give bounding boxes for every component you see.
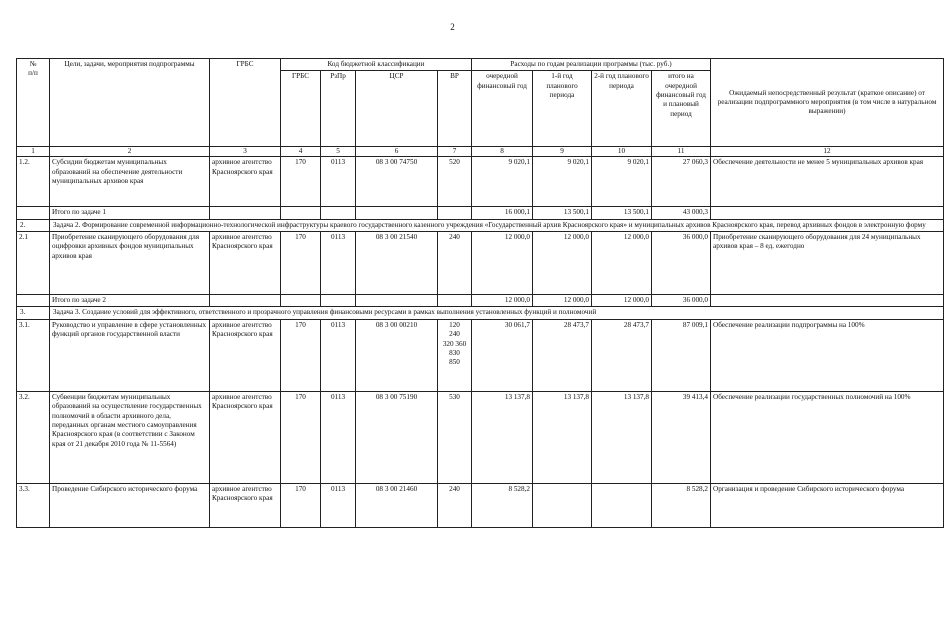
header-sub-grbs: ГРБС: [281, 71, 321, 147]
table-row-2-1: [17, 232, 944, 295]
program-activities-table: [16, 58, 944, 528]
table-header-row: [17, 59, 944, 71]
column-number: 7: [438, 147, 472, 157]
subtotal-label: Итого по задаче 1: [50, 207, 210, 219]
row-y1: 12 000,0: [533, 232, 592, 295]
row-grbs-text: архивное агентство Красноярского края: [210, 319, 281, 391]
row-num: 1.2.: [17, 157, 50, 207]
row-num: 3.3.: [17, 483, 50, 527]
row-y0: 8 528,2: [472, 483, 533, 527]
subtotal-total: 36 000,0: [652, 295, 711, 307]
column-number-row: [17, 147, 944, 157]
row-csr: 08 3 00 21540: [356, 232, 438, 295]
row-grbs: 170: [281, 232, 321, 295]
row-result: Обеспечение деятельности не менее 5 муниципальных архивов края: [711, 157, 944, 207]
row-grbs: 170: [281, 483, 321, 527]
row-result: Организация и проведение Сибирского исторического форума: [711, 483, 944, 527]
header-sub-rzpr: РзПр: [321, 71, 356, 147]
subtotal-row-task-1: [17, 207, 944, 219]
row-total: 8 528,2: [652, 483, 711, 527]
column-number: 11: [652, 147, 711, 157]
subtotal-label: Итого по задаче 2: [50, 295, 210, 307]
row-y2: 12 000,0: [592, 232, 652, 295]
row-y2: 13 137,8: [592, 391, 652, 483]
header-sub-y0: очередной финансовый год: [472, 71, 533, 147]
row-y0: 9 020,1: [472, 157, 533, 207]
subtotal-y0: 12 000,0: [472, 295, 533, 307]
row-total: 36 000,0: [652, 232, 711, 295]
row-grbs: 170: [281, 319, 321, 391]
row-y0: 12 000,0: [472, 232, 533, 295]
page-number: 2: [450, 22, 455, 32]
row-y0: 30 061,7: [472, 319, 533, 391]
task-num: 3.: [17, 307, 50, 319]
column-number: 3: [210, 147, 281, 157]
table-row-3-2: [17, 391, 944, 483]
row-num: 2.1: [17, 232, 50, 295]
header-sub-csr: ЦСР: [356, 71, 438, 147]
row-grbs: 170: [281, 157, 321, 207]
column-number: 8: [472, 147, 533, 157]
row-result: Обеспечение реализации государственных полномочий на 100%: [711, 391, 944, 483]
header-sub-total: итого на очередной финансовый год и плановый период: [652, 71, 711, 147]
column-number: 1: [17, 147, 50, 157]
row-y2: 28 473,7: [592, 319, 652, 391]
row-grbs-text: архивное агентство Красноярского края: [210, 483, 281, 527]
header-grbs: ГРБС: [210, 59, 281, 147]
subtotal-row-task-2: [17, 295, 944, 307]
row-y1: 13 137,8: [533, 391, 592, 483]
header-sub-vr: ВР: [438, 71, 472, 147]
row-y2: [592, 483, 652, 527]
row-y1: 9 020,1: [533, 157, 592, 207]
header-budget-code: Код бюджетной классификации: [281, 59, 472, 71]
row-total: 87 009,1: [652, 319, 711, 391]
row-name: Субвенции бюджетам муниципальных образований на осуществление государственных полномочий в области архивного дела, переданных органам местного самоуправления Красноярского края (в соответствии с Законом края от 21 декабря 2010 года № 11-5564): [50, 391, 210, 483]
row-name: Субсидии бюджетам муниципальных образований на обеспечение деятельности муниципальных архивов края: [50, 157, 210, 207]
row-csr: 08 3 00 74750: [356, 157, 438, 207]
row-y1: [533, 483, 592, 527]
row-result: Приобретение сканирующего оборудования для 24 муниципальных архивов края – 8 ед. ежегодно: [711, 232, 944, 295]
row-grbs-text: архивное агентство Красноярского края: [210, 157, 281, 207]
row-grbs-text: архивное агентство Красноярского края: [210, 232, 281, 295]
row-result: Обеспечение реализации подпрограммы на 100%: [711, 319, 944, 391]
row-vr: 120 240 320 360 830 850: [438, 319, 472, 391]
header-goals: Цели, задачи, мероприятия подпрограммы: [50, 59, 210, 147]
row-vr: 240: [438, 232, 472, 295]
row-total: 27 060,3: [652, 157, 711, 207]
row-rzpr: 0113: [321, 319, 356, 391]
subtotal-y1: 12 000,0: [533, 295, 592, 307]
row-csr: 08 3 00 75190: [356, 391, 438, 483]
header-expenses: Расходы по годам реализации программы (тыс. руб.): [472, 59, 711, 71]
column-number: 10: [592, 147, 652, 157]
column-number: 9: [533, 147, 592, 157]
column-number: 2: [50, 147, 210, 157]
row-csr: 08 3 00 00210: [356, 319, 438, 391]
table-row-3-1: [17, 319, 944, 391]
task-row-2: [17, 219, 944, 231]
task-text: Задача 2. Формирование современной информационно-технологической инфраструктуры краевого государственного казенного учреждения «Государственный архив Красноярского края» и муниципальных архивов Красноярского края, перевод архивных фондов в электронную форму: [50, 219, 944, 231]
table-row-1-2: [17, 157, 944, 207]
column-number: 6: [356, 147, 438, 157]
row-y1: 28 473,7: [533, 319, 592, 391]
task-text: Задача 3. Создание условий для эффективного, ответственного и прозрачного управления финансовыми ресурсами в рамках выполнения установленных функций и полномочий: [50, 307, 944, 319]
table-row-3-3: [17, 483, 944, 527]
task-row-3: [17, 307, 944, 319]
row-csr: 08 3 00 21460: [356, 483, 438, 527]
row-name: Руководство и управление в сфере установленных функций органов государственной власти: [50, 319, 210, 391]
subtotal-y0: 16 000,1: [472, 207, 533, 219]
header-sub-y1: 1-й год планового периода: [533, 71, 592, 147]
row-grbs-text: архивное агентство Красноярского края: [210, 391, 281, 483]
row-name: Проведение Сибирского исторического форума: [50, 483, 210, 527]
row-name: Приобретение сканирующего оборудования для оцифровки архивных фондов муниципальных архивов края: [50, 232, 210, 295]
header-num: № п/п: [17, 59, 50, 147]
row-vr: 240: [438, 483, 472, 527]
row-rzpr: 0113: [321, 157, 356, 207]
subtotal-y2: 12 000,0: [592, 295, 652, 307]
column-number: 5: [321, 147, 356, 157]
row-vr: 530: [438, 391, 472, 483]
row-vr: 520: [438, 157, 472, 207]
row-y0: 13 137,8: [472, 391, 533, 483]
task-num: 2.: [17, 219, 50, 231]
subtotal-y2: 13 500,1: [592, 207, 652, 219]
column-number: 4: [281, 147, 321, 157]
header-sub-y2: 2-й год планового периода: [592, 71, 652, 147]
subtotal-total: 43 000,3: [652, 207, 711, 219]
row-y2: 9 020,1: [592, 157, 652, 207]
row-num: 3.2.: [17, 391, 50, 483]
header-result: Ожидаемый непосредственный результат (краткое описание) от реализации подпрограммного мероприятия (в том числе в натуральном выражении): [711, 59, 944, 147]
row-grbs: 170: [281, 391, 321, 483]
row-rzpr: 0113: [321, 232, 356, 295]
row-total: 39 413,4: [652, 391, 711, 483]
row-rzpr: 0113: [321, 391, 356, 483]
row-num: 3.1.: [17, 319, 50, 391]
subtotal-y1: 13 500,1: [533, 207, 592, 219]
column-number: 12: [711, 147, 944, 157]
row-rzpr: 0113: [321, 483, 356, 527]
